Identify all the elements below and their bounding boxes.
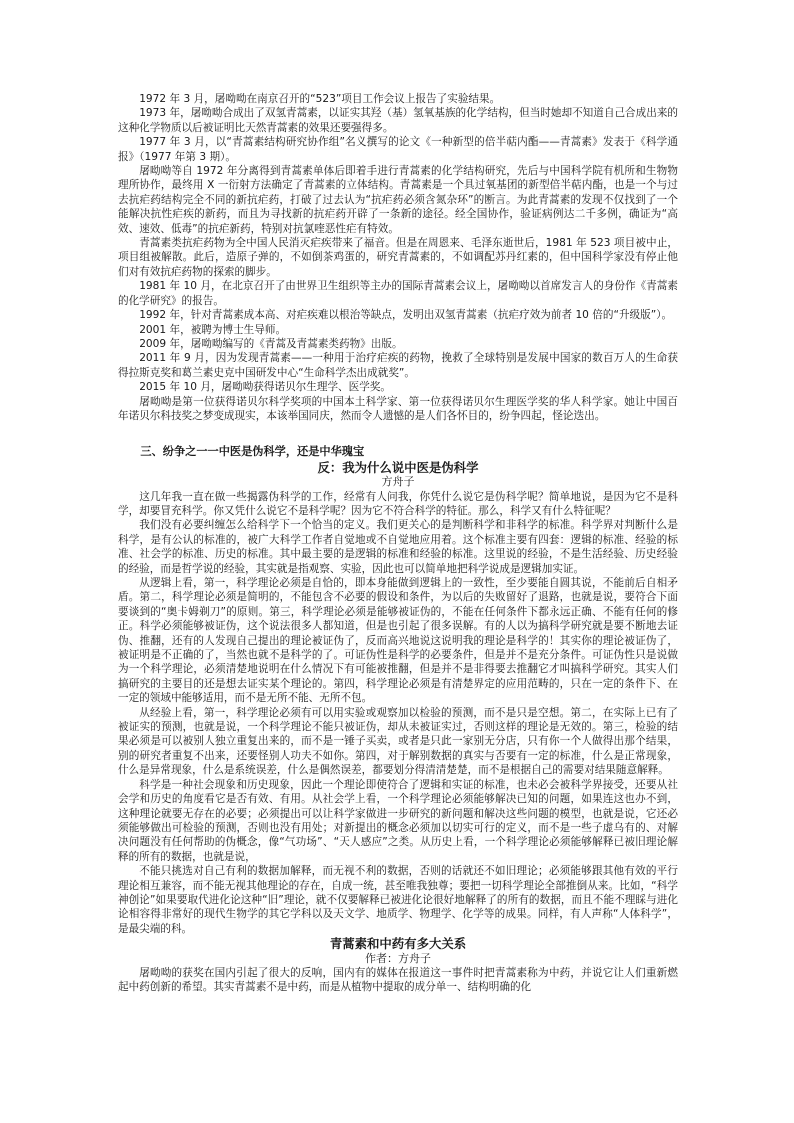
document-page	[118, 92, 678, 995]
timeline-paragraph: 屠呦呦等自 1972 年分离得到青蒿素单体后即着手进行青蒿素的化学结构研究，先后与中国科学院有机所和生物物理所协作，最终用 X 一衍射方法确定了青蒿素的立体结构。青蒿素是一个具过氧基团的新型倍半萜内酯，也是一个与过去抗疟药结构完全不同的新抗疟药，打破了过去认为“抗疟药必须含氮杂环”的断言。为此青蒿素的发现不仅找到了一个能解决抗性疟疾的新药，而且为寻找新的抗疟药开辟了一条新的途径。经全国协作，验证病例达二千多例，确证为“高效、速效、低毒”的抗疟新药，特别对抗氯喹恶性疟有特效。	[118, 165, 678, 235]
article-paragraph: 科学是一种社会现象和历史现象，因此一个理论即使符合了逻辑和实证的标准，也未必会被科学界接受，还要从社会学和历史的角度看它是否有效、有用。从社会学上看，一个科学理论必须能够解决已知的问题，如果连这也办不到，这种理论就要无存在的必要；必须提出可以让科学家做进一步研究的新问题和解决这些问题的模型，也就是说，它还必须能够做出可检验的预测，否则也没有用处；对新提出的概念必须加以切实可行的定义，而不是一些子虚乌有的、对解决问题没有任何帮助的伪概念，像“气功场”、“天人感应”之类。从历史上看，一个科学理论必须能够解释已被旧理论解释的所有的数据，也就是说，	[118, 778, 678, 863]
article-title: 反：我为什么说中医是伪科学	[317, 459, 479, 475]
article-body	[118, 490, 678, 937]
article-author: 方舟子	[381, 475, 415, 489]
timeline-paragraph: 2001 年，被聘为博士生导师。	[139, 323, 287, 336]
article-title: 青蒿素和中药有多大关系	[329, 936, 467, 952]
timeline-paragraph: 2009 年，屠呦呦编写的《青蒿及青蒿素类药物》出版。	[139, 337, 403, 350]
timeline-paragraph: 1992 年，针对青蒿素成本高、对疟疾难以根治等缺点，发明出双氢青蒿素（抗疟疗效为前者 10 倍的“升级版”）。	[139, 309, 673, 322]
article-paragraph: 不能只挑选对自己有利的数据加解释，而无视不利的数据，否则的话就还不如旧理论；必须能够跟其他有效的平行理论相互兼容，而不能无视其他理论的存在，自成一统，甚至唯我独尊；要把一切科学理论全部推倒从来。比如，“科学神创论”如果要取代进化论这种“旧”理论，就不仅要解释已被进化论很好地解释了的所有的数据，而且不能不理睬与进化论相容得非常好的现代生物学的其它学科以及天文学、地质学、物理学、化学等的成果。同样，有人声称“人体科学”，是最尖端的科。	[118, 865, 678, 935]
article-paragraph: 屠呦呦的获奖在国内引起了很大的反响，国内有的媒体在报道这一事件时把青蒿素称为中药，并说它让人们重新燃起中药创新的希望。其实青蒿素不是中药，而是从植物中提取的成分单一、结构明确的化	[118, 966, 678, 994]
timeline-paragraph: 1973 年，屠呦呦合成出了双氢青蒿素，以证实其羟（基）氢氧基族的化学结构，但当时她却不知道自己合成出来的这种化学物质以后被证明比天然青蒿素的效果还要强得多。	[118, 107, 679, 134]
timeline-paragraph: 屠呦呦是第一位获得诺贝尔科学奖项的中国本土科学家、第一位获得诺贝尔生理医学奖的华人科学家。她让中国百年诺贝尔科技奖之梦变成现实，本该举国同庆，然而令人遗憾的是人们各怀目的，纷争四起，怪论迭出。	[118, 395, 678, 422]
timeline-section	[118, 92, 678, 423]
section-heading: 三、纷争之一一中医是伪科学，还是中华瑰宝	[140, 445, 365, 459]
timeline-paragraph: 2011 年 9 月，因为发现青蒿素——一种用于治疗疟疾的药物，挽救了全球特别是发展中国家的数百万人的生命获得拉斯克奖和葛兰素史克中国研发中心“生命科学杰出成就奖”。	[118, 352, 678, 379]
timeline-paragraph: 1972 年 3 月，屠呦呦在南京召开的“523”项目工作会议上报告了实验结果。	[139, 93, 501, 105]
article-body	[118, 966, 678, 995]
article-paragraph: 这几年我一直在做一些揭露伪科学的工作，经常有人问我，你凭什么说它是伪科学呢？简单地说，是因为它不是科学，却要冒充科学。你又凭什么说它不是科学呢？因为它不符合科学的特征。那么，科学又有什么特征呢？	[118, 490, 678, 517]
timeline-paragraph: 1977 年 3 月，以“青蒿素结构研究协作组”名义撰写的论文《一种新型的倍半萜内酯——青蒿素》发表于《科学通报》（1977 年第 3 期）。	[118, 136, 678, 163]
timeline-paragraph: 1981 年 10 月，在北京召开了由世界卫生组织等主办的国际青蒿素会议上，屠呦呦以首席发言人的身份作《青蒿素的化学研究》的报告。	[118, 280, 678, 307]
timeline-paragraph: 青蒿素类抗疟药物为全中国人民消灭疟疾带来了福音。但是在周恩来、毛泽东逝世后，1981 年 523 项目被中止，项目组被解散。此后，造原子弹的，不如倒茶鸡蛋的，研究青蒿素的，不如调配苏丹红素的，但中国科学家没有停止他们对有效抗疟药物的探索的脚步。	[118, 237, 678, 278]
article-author: 作者：方舟子	[365, 951, 431, 965]
article-paragraph: 从经验上看，第一，科学理论必须有可以用实验或观察加以检验的预测，而不是只是空想。第二，在实际上已有了被证实的预测，也就是说，一个科学理论不能只被证伪，却从未被证实过，否则这样的理论是无效的。第三，检验的结果必须是可以被别人独立重复出来的，而不是一锤子买卖，或者是只此一家别无分店，只有你一个人做得出那个结果，别的研究者重复不出来，还要怪别人功夫不如你。第四，对于解别数据的真实与否要有一定的标准，什么是正常现象，什么是异常现象，什么是系统误差，什么是偶然误差，都要划分得清清楚楚，而不是根据自己的需要对结果随意解释。	[118, 706, 678, 777]
article-paragraph: 我们没有必要纠缠怎么给科学下一个恰当的定义。我们更关心的是判断科学和非科学的标准。科学界对判断什么是科学，是有公认的标准的，被广大科学工作者自觉地或不自觉地应用着。这个标准主要有四套：逻辑的标准、经验的标准、社会学的标准、历史的标准。其中最主要的是逻辑的标准和经验的标准。这里说的经验，不是生活经验、历史经验的经验，而是哲学说的经验，其实就是指观察、实验，因此也可以简单地把科学说成是逻辑加实证。	[118, 519, 678, 575]
article-paragraph: 从逻辑上看，第一，科学理论必须是自恰的，即本身能做到逻辑上的一致性，至少要能自圆其说，不能前后自相矛盾。第二，科学理论必须是简明的，不能包含不必要的假设和条件，为以后的失败留好了退路，也就是说，要符合下面要谈到的“奥卡姆剃刀”的原则。第三，科学理论必须是能够被证伪的，不能在任何条件下都永远正确、不能有任何的修正。科学必须能够被证伪，这个说法很多人都知道，但是也引起了很多误解。有的人以为搞科学研究就是要不断地去证伪、推翻，还有的人发现自己提出的理论被证伪了，反而高兴地说这说明我的理论是科学的！其实你的理论被证伪了，被证明是不正确的了，当然也就不是科学的了。可证伪性是科学的必要条件，但是并不是充分条件。可证伪性只是说做为一个科学理论，必须清楚地说明在什么情况下有可能被推翻，但是并不是非得要去推翻它才叫搞科学研究。其实人们搞研究的主要目的还是想去证实某个理论的。第四，科学理论必须是有清楚界定的应用范畴的，只在一定的条件下、在一定的领域中能够适用，而不是无所不能、无所不包。	[118, 577, 678, 705]
timeline-paragraph: 2015 年 10 月，屠呦呦获得诺贝尔生理学、医学奖。	[139, 381, 392, 394]
